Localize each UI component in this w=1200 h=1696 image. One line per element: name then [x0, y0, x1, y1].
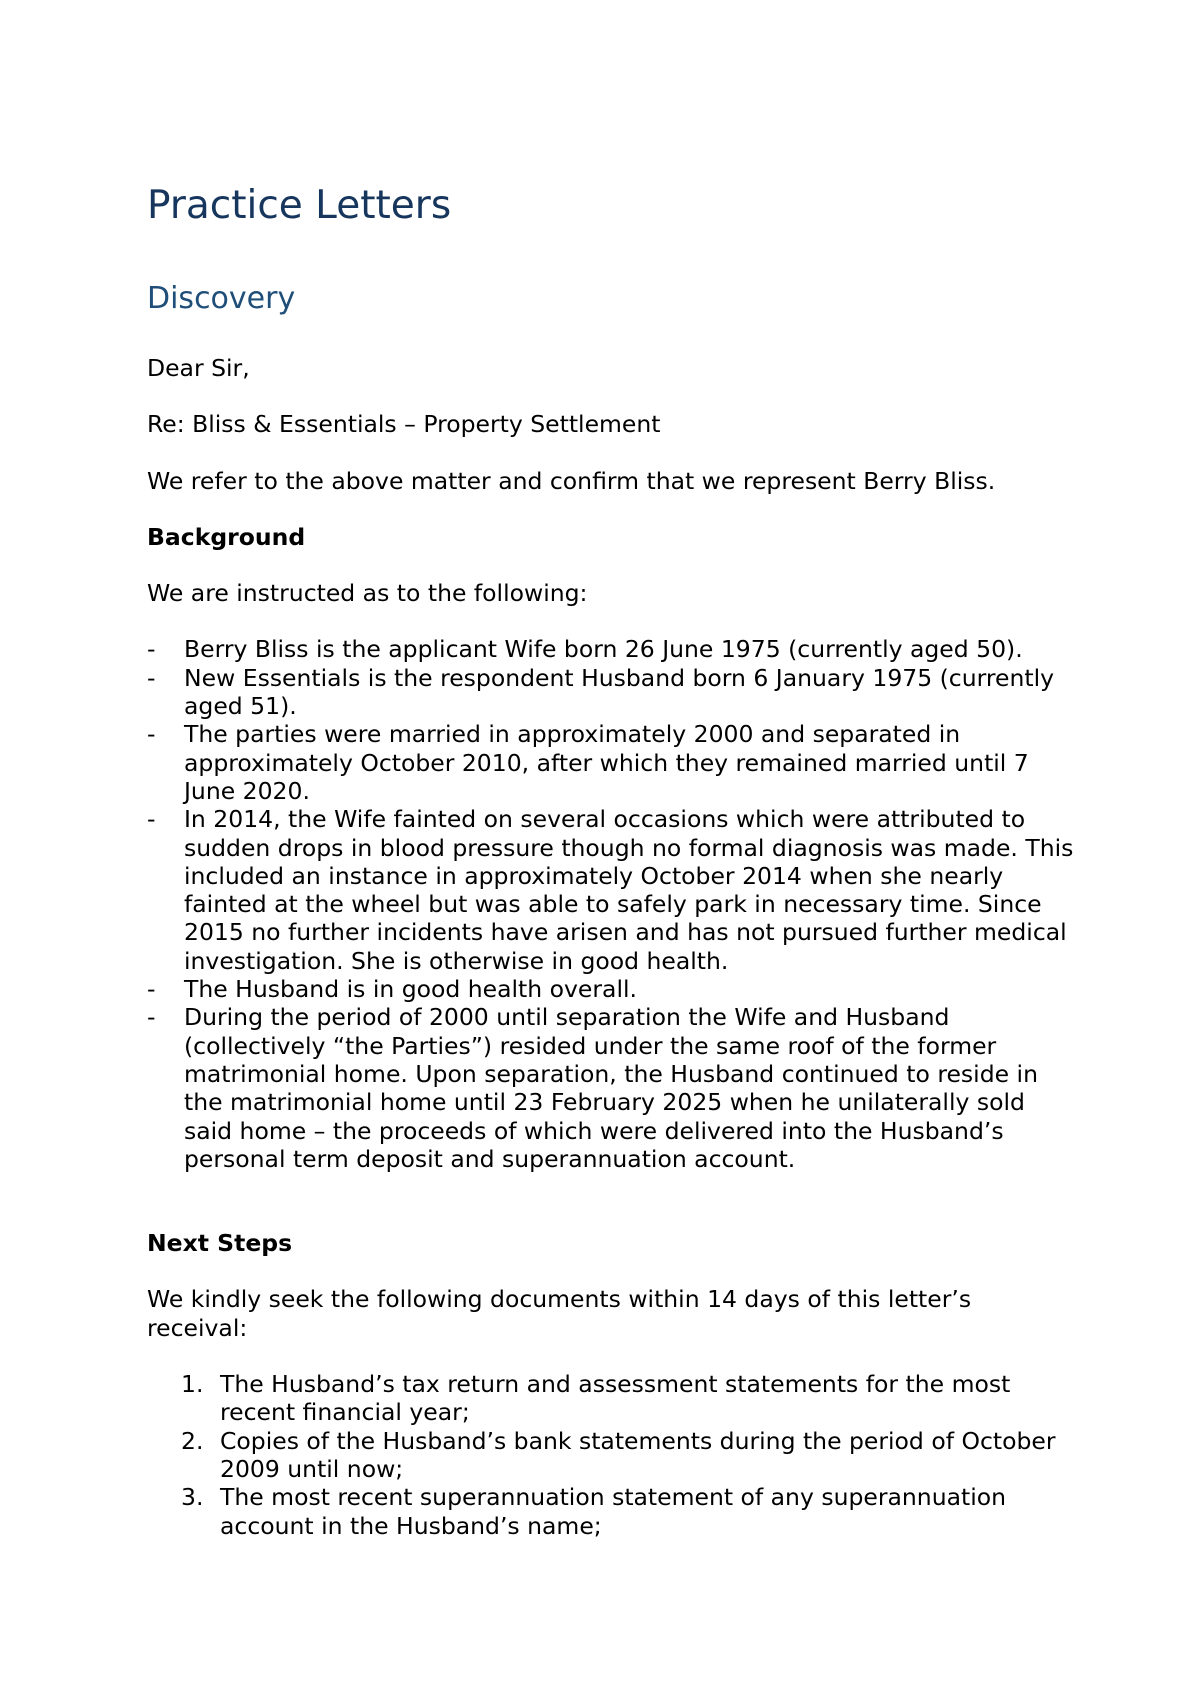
list-number: 3. [181, 1483, 204, 1512]
list-item-text: The parties were married in approximately 2000 and separated in approximately October 2010, after which they remained married until 7 June 2020. [184, 720, 1029, 805]
list-item [147, 664, 1077, 721]
page-title: Practice Letters [147, 183, 452, 228]
next-steps-lead: We kindly seek the following documents within 14 days of this letter’s receival: [147, 1285, 972, 1342]
dash-marker: - [147, 805, 156, 834]
list-item-text: The Husband’s tax return and assessment statements for the most recent financial year; [220, 1370, 1011, 1427]
list-item-text: The most recent superannuation statement of any superannuation account in the Husband’s name; [220, 1483, 1006, 1540]
list-item [147, 635, 1077, 663]
list-item [147, 975, 1077, 1003]
background-heading: Background [147, 522, 306, 551]
documents-list [147, 1370, 1077, 1540]
background-list [147, 635, 1077, 1173]
intro-paragraph: We refer to the above matter and confirm that we represent Berry Bliss. [147, 466, 996, 495]
list-item-text: Berry Bliss is the applicant Wife born 26 June 1975 (currently aged 50). [184, 635, 1023, 664]
list-number: 1. [181, 1370, 204, 1399]
reference-line: Re: Bliss & Essentials – Property Settlement [147, 410, 661, 439]
list-item-text: New Essentials is the respondent Husband born 6 January 1975 (currently aged 51). [184, 663, 1055, 721]
list-item [147, 1003, 1077, 1173]
list-item-text: In 2014, the Wife fainted on several occasions which were attributed to sudden drops in blood pressure though no formal diagnosis was made. This included an instance in approximately October 2014 when she nearly fainted at the wheel but was able to safely park in necessary time. Since 2015 no further incidents have arisen and has not pursued further medical investigation. She is otherwise in good health. [184, 805, 1074, 975]
list-number: 2. [181, 1426, 204, 1455]
list-item [147, 720, 1077, 805]
dash-marker: - [147, 635, 156, 664]
dash-marker: - [147, 720, 156, 749]
letter-body [147, 354, 1077, 1540]
list-item [147, 1483, 1077, 1540]
page-subtitle: Discovery [147, 281, 296, 316]
dash-marker: - [147, 663, 156, 692]
list-item [147, 1370, 1077, 1427]
list-item [147, 805, 1077, 975]
list-item-text: Copies of the Husband’s bank statements during the period of October 2009 until now; [220, 1426, 1056, 1483]
list-item [147, 1427, 1077, 1484]
salutation: Dear Sir, [147, 354, 250, 382]
dash-marker: - [147, 1003, 156, 1032]
dash-marker: - [147, 975, 156, 1004]
list-item-text: The Husband is in good health overall. [184, 975, 637, 1004]
background-lead: We are instructed as to the following: [147, 579, 588, 608]
list-item-text: During the period of 2000 until separation the Wife and Husband (collectively “the Parties”) resided under the same roof of the former matrimonial home. Upon separation, the Husband continued to reside in the matrimonial home until 23 February 2025 when he unilaterally sold said home – the proceeds of which were delivered into the Husband’s personal term deposit and superannuation account. [184, 1003, 1038, 1173]
next-steps-heading: Next Steps [147, 1229, 293, 1258]
